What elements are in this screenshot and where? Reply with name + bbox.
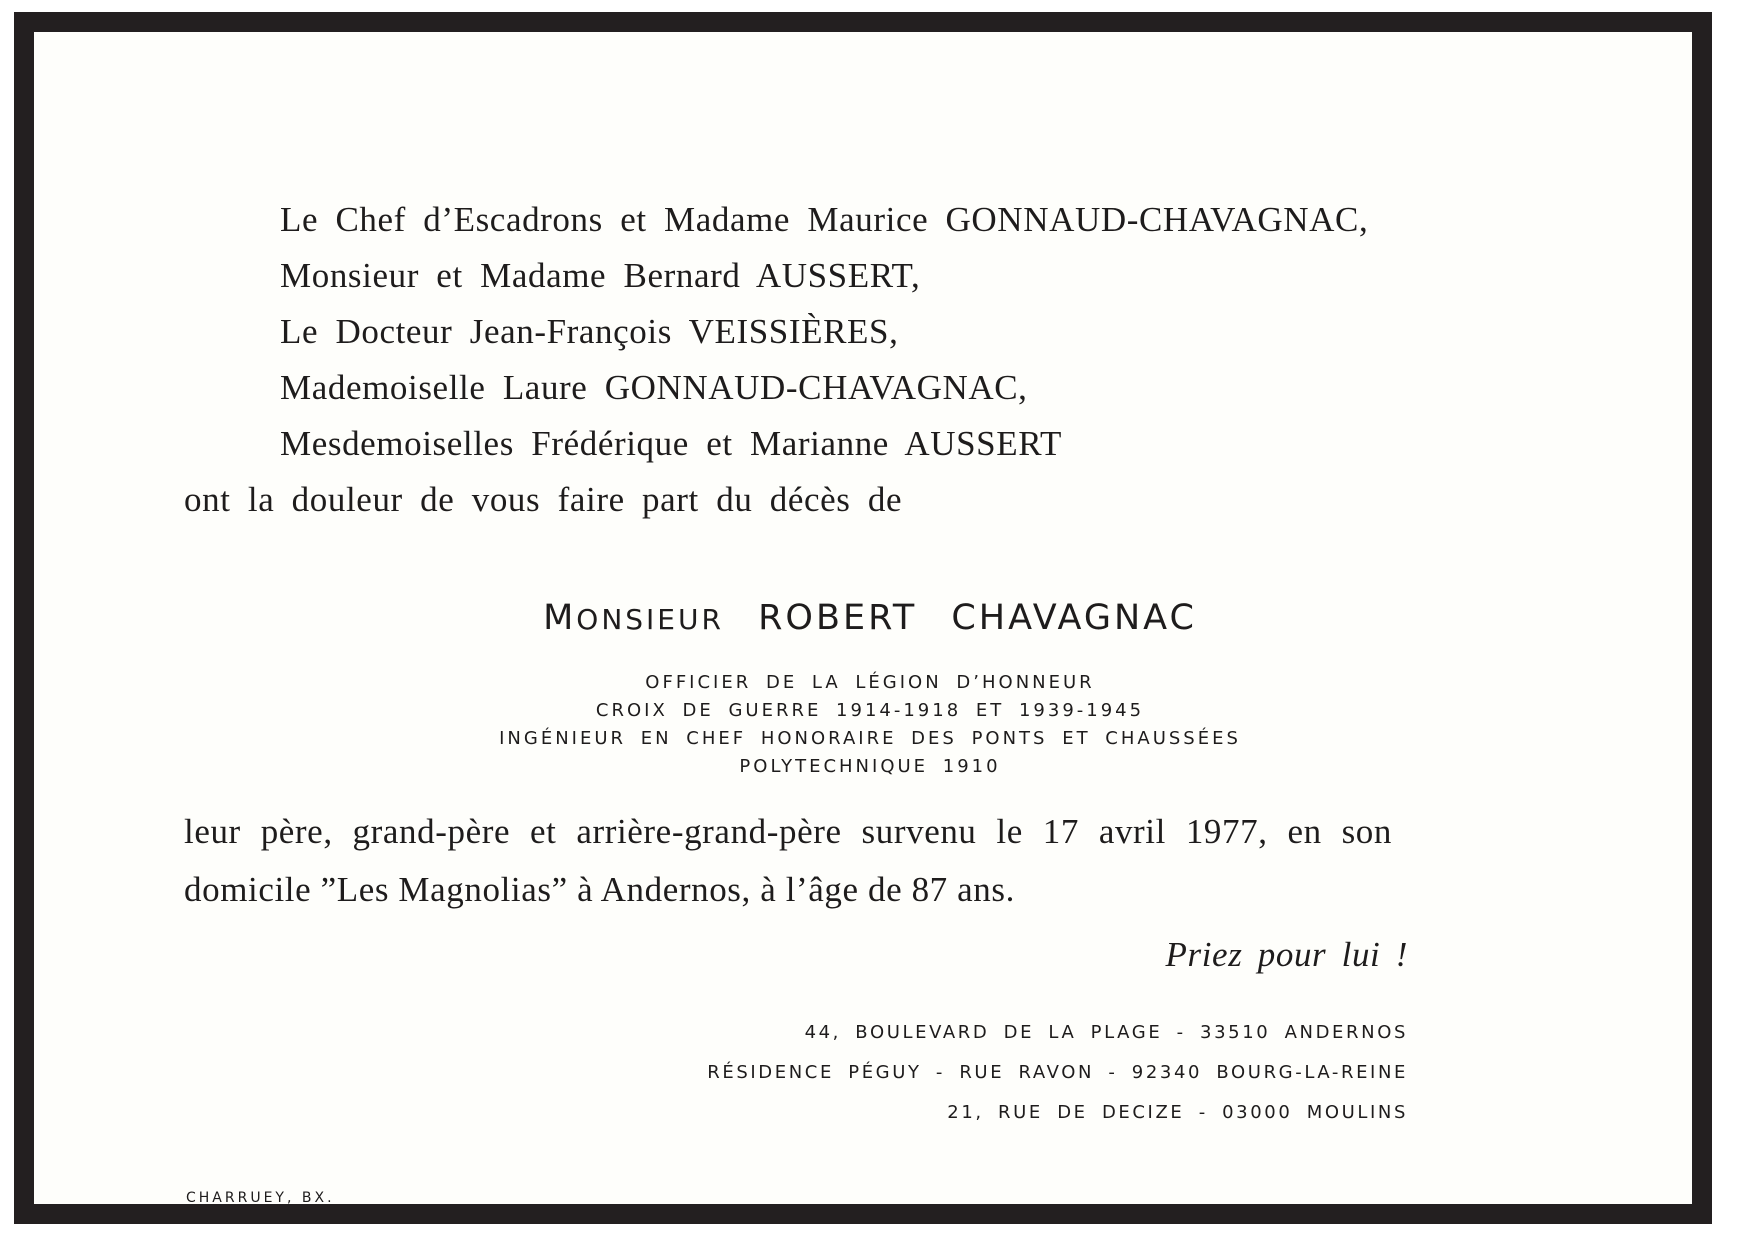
address-line-3: 21, RUE DE DECIZE - 03000 MOULINS [947, 1102, 1408, 1123]
details-line-1: leur père, grand-père et arrière-grand-père survenu le 17 avril 1977, en son [184, 812, 1392, 851]
family-line-5: Mesdemoiselles Frédérique et Marianne AUSSERT [280, 424, 1063, 463]
family-line-4: Mademoiselle Laure GONNAUD-CHAVAGNAC, [280, 368, 1028, 407]
family-line-3: Le Docteur Jean-François VEISSIÈRES, [280, 312, 899, 351]
address-line-2: RÉSIDENCE PÉGUY - RUE RAVON - 92340 BOURG-LA-REINE [707, 1062, 1408, 1083]
honorific-initial: M [543, 598, 577, 638]
title-line-2: CROIX DE GUERRE 1914-1918 ET 1939-1945 [595, 700, 1145, 721]
title-line-3: INGÉNIEUR EN CHEF HONORAIRE DES PONTS ET CHAUSSÉES [499, 728, 1241, 749]
deceased-name [0, 598, 1740, 638]
address-line-1: 44, BOULEVARD DE LA PLAGE - 33510 ANDERNOS [804, 1022, 1408, 1043]
intro-line: ont la douleur de vous faire part du décès de [184, 480, 903, 519]
deceased-fullname: ROBERT CHAVAGNAC [758, 598, 1197, 638]
details-line-2: domicile ”Les Magnolias” à Andernos, à l’âge de 87 ans. [184, 870, 1015, 909]
family-line-1: Le Chef d’Escadrons et Madame Maurice GONNAUD-CHAVAGNAC, [280, 200, 1369, 239]
printer-mark: CHARRUEY, BX. [186, 1190, 335, 1206]
honorific-rest: ONSIEUR [576, 603, 724, 636]
title-line-4: POLYTECHNIQUE 1910 [739, 756, 1001, 777]
title-line-1: OFFICIER DE LA LÉGION D’HONNEUR [645, 672, 1095, 693]
family-line-2: Monsieur et Madame Bernard AUSSERT, [280, 256, 921, 295]
closing-prayer: Priez pour lui ! [1165, 935, 1408, 974]
